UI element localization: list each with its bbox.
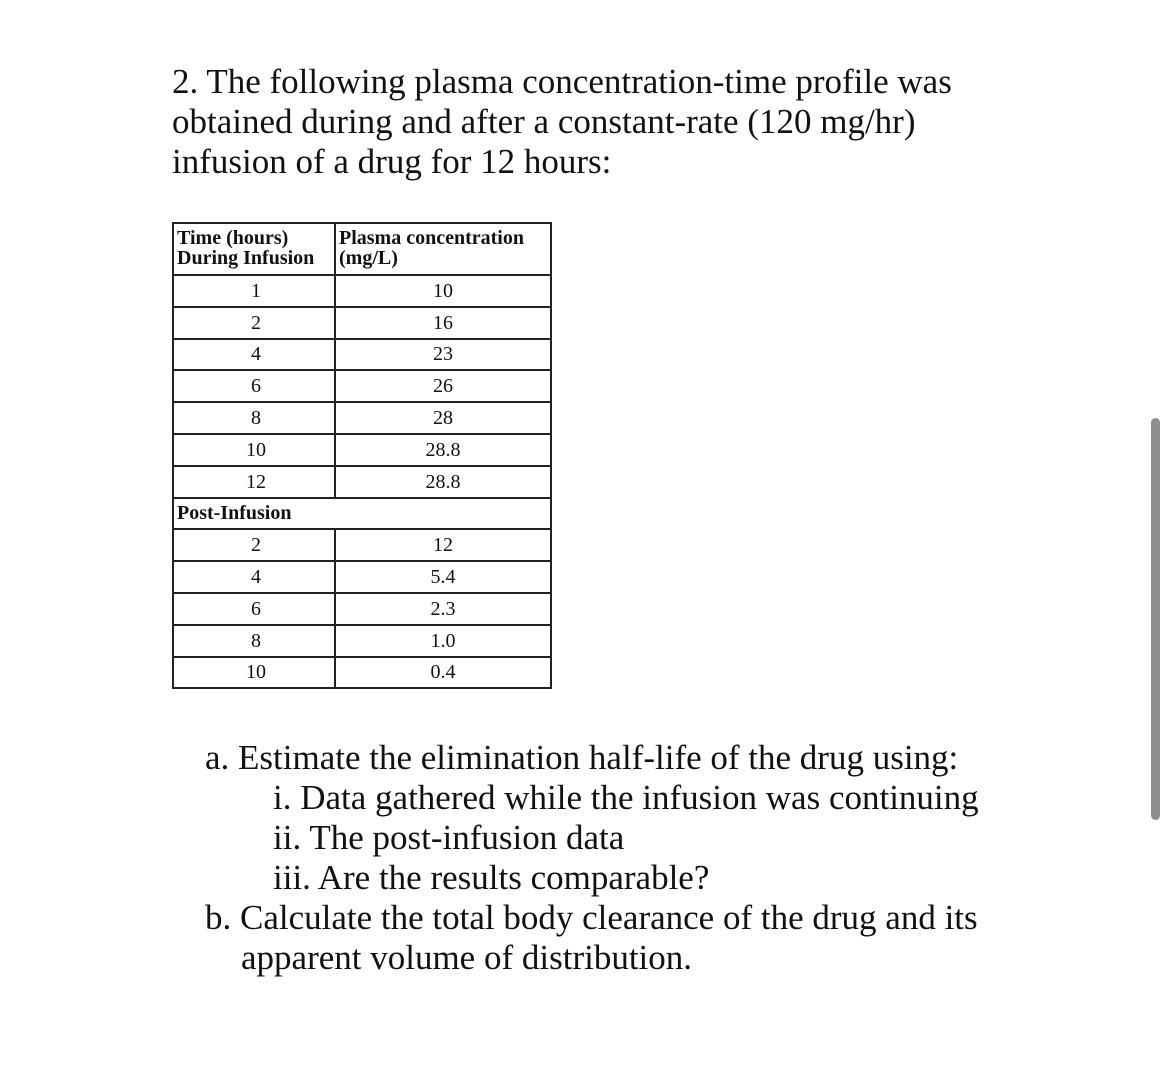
vertical-scrollbar[interactable] bbox=[1151, 418, 1160, 820]
concentration-value: 5.4 bbox=[430, 566, 456, 589]
concentration-value: 0.4 bbox=[430, 661, 456, 684]
concentration-cell bbox=[335, 561, 551, 593]
concentration-cell bbox=[335, 339, 551, 371]
concentration-value: 28.8 bbox=[425, 470, 461, 493]
time-value: 6 bbox=[251, 375, 261, 398]
part-b-line-2: apparent volume of distribution. bbox=[241, 938, 693, 977]
concentration-value: 10 bbox=[433, 279, 453, 302]
time-value: 1 bbox=[251, 279, 261, 302]
time-cell bbox=[173, 370, 335, 402]
time-cell bbox=[173, 561, 335, 593]
concentration-cell bbox=[335, 275, 551, 307]
concentration-value: 28 bbox=[433, 407, 453, 430]
question-parts bbox=[205, 738, 979, 978]
concentration-cell bbox=[335, 593, 551, 625]
time-value: 4 bbox=[251, 566, 261, 589]
table-row bbox=[173, 466, 551, 498]
concentration-cell bbox=[335, 402, 551, 434]
question-line-2: obtained during and after a constant-rate (120 mg/hr) bbox=[172, 102, 916, 141]
time-cell bbox=[173, 275, 335, 307]
table-row bbox=[173, 307, 551, 339]
concentration-cell bbox=[335, 625, 551, 657]
concentration-value: 1.0 bbox=[430, 629, 456, 652]
question-text bbox=[172, 62, 1032, 182]
concentration-cell bbox=[335, 434, 551, 466]
table-row bbox=[173, 657, 551, 689]
concentration-column-header bbox=[335, 223, 551, 275]
time-value: 8 bbox=[251, 629, 261, 652]
table-row bbox=[173, 561, 551, 593]
concentration-cell bbox=[335, 466, 551, 498]
time-value: 10 bbox=[246, 661, 266, 684]
table-header-row bbox=[173, 223, 551, 275]
concentration-value: 2.3 bbox=[430, 597, 456, 620]
time-value: 2 bbox=[251, 311, 261, 334]
concentration-value: 28.8 bbox=[425, 438, 461, 461]
question-line-3: infusion of a drug for 12 hours: bbox=[172, 142, 612, 181]
concentration-value: 26 bbox=[433, 375, 453, 398]
time-cell bbox=[173, 593, 335, 625]
time-value: 2 bbox=[251, 534, 261, 557]
question-line-1: 2. The following plasma concentration-time profile was bbox=[172, 62, 952, 101]
time-header-line-1: Time (hours) bbox=[177, 227, 289, 249]
time-cell bbox=[173, 339, 335, 371]
time-cell bbox=[173, 657, 335, 689]
time-cell bbox=[173, 625, 335, 657]
concentration-header-line-1: Plasma concentration bbox=[339, 227, 524, 249]
concentration-value: 12 bbox=[433, 534, 453, 557]
concentration-cell bbox=[335, 529, 551, 561]
time-cell bbox=[173, 529, 335, 561]
part-b-line-1: b. Calculate the total body clearance of the drug and its bbox=[205, 898, 978, 937]
concentration-header-line-2: (mg/L) bbox=[339, 247, 398, 269]
time-cell bbox=[173, 466, 335, 498]
concentration-value: 23 bbox=[433, 343, 453, 366]
time-cell bbox=[173, 307, 335, 339]
concentration-value: 16 bbox=[433, 311, 453, 334]
table-row bbox=[173, 593, 551, 625]
post-infusion-section-row bbox=[173, 498, 551, 530]
concentration-cell bbox=[335, 657, 551, 689]
time-header-line-2: During Infusion bbox=[177, 247, 315, 269]
time-value: 10 bbox=[246, 438, 266, 461]
table-row bbox=[173, 529, 551, 561]
time-cell bbox=[173, 402, 335, 434]
time-value: 4 bbox=[251, 343, 261, 366]
time-value: 6 bbox=[251, 597, 261, 620]
part-a-ii: ii. The post-infusion data bbox=[273, 818, 625, 857]
table-row bbox=[173, 625, 551, 657]
time-column-header bbox=[173, 223, 335, 275]
post-infusion-label: Post-Infusion bbox=[173, 498, 551, 530]
concentration-cell bbox=[335, 370, 551, 402]
concentration-cell bbox=[335, 307, 551, 339]
table-row bbox=[173, 434, 551, 466]
table-row bbox=[173, 370, 551, 402]
time-value: 12 bbox=[246, 470, 266, 493]
time-value: 8 bbox=[251, 407, 261, 430]
part-a-i: i. Data gathered while the infusion was continuing bbox=[273, 778, 979, 817]
concentration-table bbox=[172, 222, 552, 689]
part-a: a. Estimate the elimination half-life of the drug using: bbox=[205, 738, 959, 777]
time-cell bbox=[173, 434, 335, 466]
table-row bbox=[173, 402, 551, 434]
table-row bbox=[173, 275, 551, 307]
part-a-iii: iii. Are the results comparable? bbox=[273, 858, 710, 897]
table-row bbox=[173, 339, 551, 371]
